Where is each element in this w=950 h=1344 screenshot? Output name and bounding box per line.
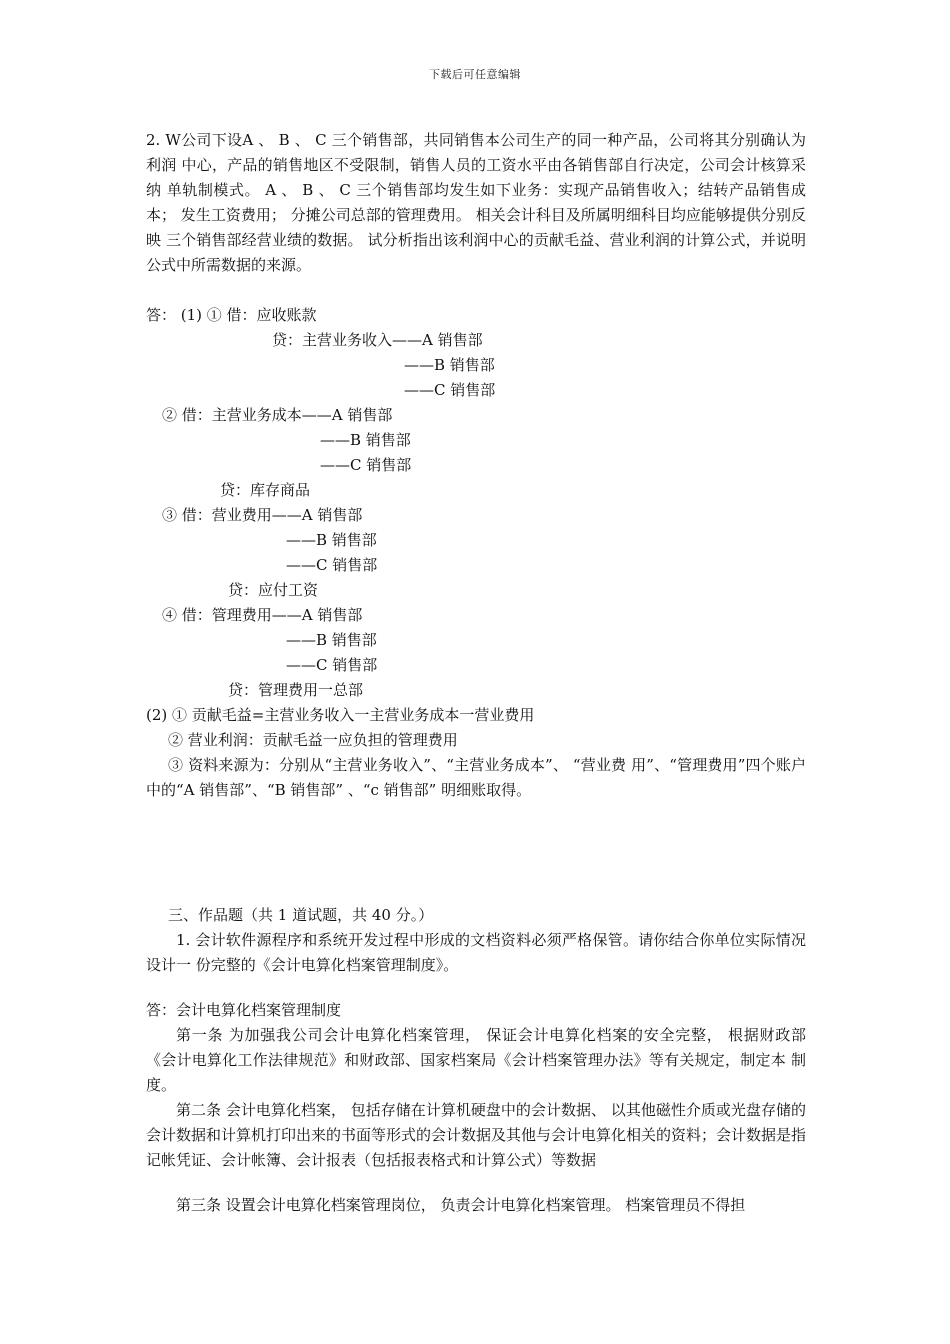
journal-line: ③ 借：营业费用——A 销售部 (162, 506, 363, 524)
journal-line: ——B 销售部 (320, 431, 411, 449)
spacer (146, 1173, 806, 1193)
section-3-question: 1. 会计软件源程序和系统开发过程中形成的文档资料必须严格保管。请你结合你单位实际情况设计一 份完整的《会计电算化档案管理制度》。 (146, 931, 806, 974)
answer-2-entries (146, 303, 806, 803)
journal-line: 答： (1) ① 借：应收账款 (146, 306, 317, 324)
spacer (146, 978, 806, 998)
journal-line: 贷：主营业务收入——A 销售部 (272, 331, 483, 349)
article-3: 第三条 设置会计电算化档案管理岗位， 负责会计电算化档案管理。 档案管理员不得担 (176, 1196, 746, 1214)
journal-line: ② 借：主营业务成本——A 销售部 (162, 406, 393, 424)
section-3-heading: 三、作品题（共 1 道试题，共 40 分。） (168, 906, 434, 924)
answer-3-title: 答：会计电算化档案管理制度 (146, 1001, 342, 1019)
data-source-paragraph: ③ 资料来源为：分别从“主营业务收入”、“主营业务成本”、 “营业费 用”、“管理费用”四个账户中的“A 销售部”、“B 销售部” 、“c 销售部” 明细账取得。 (146, 756, 806, 799)
article-1: 第一条 为加强我公司会计电算化档案管理， 保证会计电算化档案的安全完整， 根据财政部 《会计电算化工作法律规范》和财政部、国家档案局《会计档案管理办法》等有关规定，制定本 制度。 (146, 1026, 806, 1094)
journal-line: ④ 借：管理费用——A 销售部 (162, 606, 363, 624)
journal-line: ——C 销售部 (286, 556, 378, 574)
spacer (146, 278, 806, 303)
page-header: 下载后可任意编辑 (429, 68, 521, 81)
journal-line: ——C 销售部 (404, 381, 496, 399)
formula-line: (2) ① 贡献毛益=主营业务收入一主营业务成本一营业费用 (146, 706, 535, 724)
formula-line: ② 营业利润：贡献毛益一应负担的管理费用 (168, 731, 458, 749)
journal-line: 贷：管理费用一总部 (228, 681, 364, 699)
question-2: 2. W公司下设A 、 B 、 C 三个销售部，共同销售本公司生产的同一种产品，公司将其分别确认为利润 中心，产品的销售地区不受限制，销售人员的工资水平由各销售部自行决定，公司会计核算采纳 单轨制模式。 A 、 B 、 C 三个销售部均发生如下业务：实现产品销售收入；结转产品销售成本； 发生工资费用； 分摊公司总部的管理费用。 相关会计科目及所属明细科目均应能够提供分别反映 三个销售部经营业绩的数据。 试分析指出该利润中心的贡献毛益、营业利润的计算公式，并说明公式中所需数据的来源。 (146, 131, 806, 274)
journal-line: ——B 销售部 (286, 531, 377, 549)
journal-line: 贷：库存商品 (220, 481, 311, 499)
journal-line: ——B 销售部 (404, 356, 495, 374)
spacer (146, 803, 806, 903)
journal-line: ——B 销售部 (286, 631, 377, 649)
journal-line: 贷：应付工资 (228, 581, 319, 599)
journal-line: ——C 销售部 (320, 456, 412, 474)
journal-line: ——C 销售部 (286, 656, 378, 674)
document-body (146, 128, 806, 1218)
article-2: 第二条 会计电算化档案， 包括存储在计算机硬盘中的会计数据、 以其他磁性介质或光盘存储的会计数据和计算机打印出来的书面等形式的会计数据及其他与会计电算化相关的资料；会计数据是指记帐凭证、会计帐簿、会计报表（包括报表格式和计算公式）等数据 (146, 1101, 807, 1169)
